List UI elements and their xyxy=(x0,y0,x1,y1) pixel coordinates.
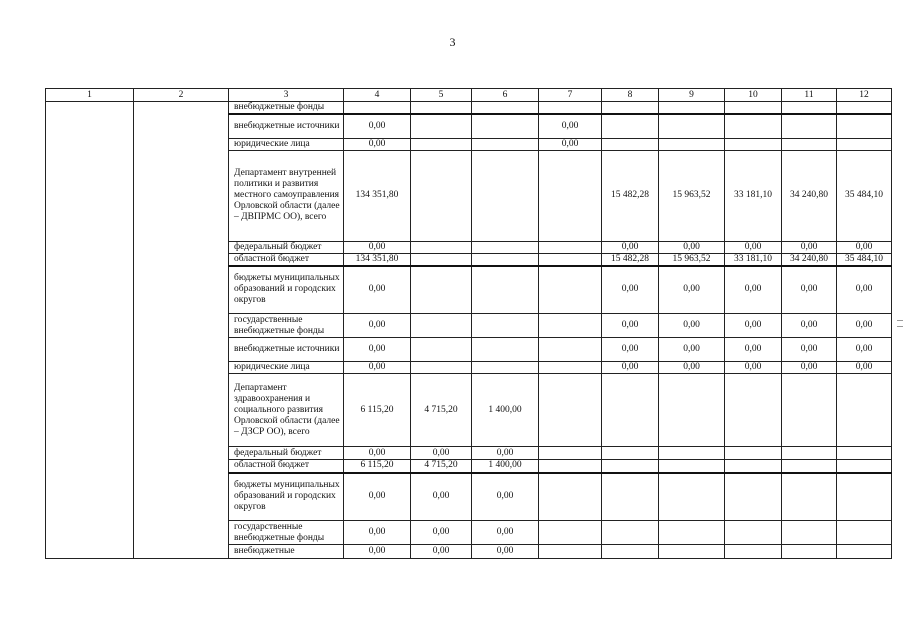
value-cell: 0,00 xyxy=(602,266,659,314)
value-cell xyxy=(837,521,892,545)
value-cell xyxy=(659,545,725,559)
value-cell xyxy=(344,102,411,115)
value-cell xyxy=(539,266,602,314)
value-cell xyxy=(602,102,659,115)
value-cell: 0,00 xyxy=(725,266,782,314)
row-label: государственные внебюджетные фонды xyxy=(229,521,344,545)
value-cell xyxy=(472,241,539,253)
value-cell xyxy=(659,521,725,545)
value-cell xyxy=(659,102,725,115)
column-header-5: 5 xyxy=(411,89,472,102)
value-cell xyxy=(602,374,659,447)
value-cell xyxy=(837,447,892,460)
value-cell xyxy=(659,473,725,521)
value-cell xyxy=(539,241,602,253)
row-label: федеральный бюджет xyxy=(229,447,344,460)
value-cell xyxy=(782,473,837,521)
value-cell: 0,00 xyxy=(725,314,782,338)
column-header-12: 12 xyxy=(837,89,892,102)
value-cell xyxy=(411,102,472,115)
row-label: внебюджетные источники xyxy=(229,338,344,362)
column-2-cell xyxy=(134,102,229,559)
column-header-1: 1 xyxy=(46,89,134,102)
value-cell: 6 115,20 xyxy=(344,460,411,473)
page-number: 3 xyxy=(449,35,456,49)
value-cell: 134 351,80 xyxy=(344,150,411,241)
value-cell xyxy=(782,114,837,138)
value-cell xyxy=(782,374,837,447)
column-header-4: 4 xyxy=(344,89,411,102)
value-cell xyxy=(837,114,892,138)
value-cell: 0,00 xyxy=(344,266,411,314)
value-cell xyxy=(837,460,892,473)
value-cell xyxy=(539,447,602,460)
row-label: федеральный бюджет xyxy=(229,241,344,253)
value-cell xyxy=(725,114,782,138)
value-cell xyxy=(539,314,602,338)
value-cell xyxy=(539,338,602,362)
value-cell: 0,00 xyxy=(725,338,782,362)
value-cell xyxy=(725,374,782,447)
value-cell: 15 963,52 xyxy=(659,150,725,241)
budget-table xyxy=(45,88,892,559)
value-cell xyxy=(602,473,659,521)
value-cell xyxy=(411,241,472,253)
value-cell xyxy=(602,521,659,545)
value-cell: 0,00 xyxy=(782,241,837,253)
value-cell: 0,00 xyxy=(344,545,411,559)
value-cell xyxy=(659,374,725,447)
value-cell xyxy=(725,460,782,473)
value-cell xyxy=(472,114,539,138)
value-cell: 0,00 xyxy=(539,114,602,138)
value-cell: 0,00 xyxy=(411,521,472,545)
row-label: внебюджетные xyxy=(229,545,344,559)
value-cell xyxy=(659,114,725,138)
value-cell xyxy=(837,473,892,521)
value-cell xyxy=(472,362,539,374)
value-cell xyxy=(472,102,539,115)
value-cell xyxy=(725,102,782,115)
value-cell xyxy=(782,521,837,545)
value-cell: 0,00 xyxy=(659,266,725,314)
row-label: внебюджетные фонды xyxy=(229,102,344,115)
value-cell: 15 482,28 xyxy=(602,253,659,266)
value-cell: 0,00 xyxy=(539,138,602,150)
column-header-8: 8 xyxy=(602,89,659,102)
value-cell xyxy=(782,447,837,460)
value-cell: 0,00 xyxy=(344,114,411,138)
value-cell: 134 351,80 xyxy=(344,253,411,266)
value-cell: 0,00 xyxy=(472,447,539,460)
value-cell xyxy=(602,447,659,460)
value-cell: 0,00 xyxy=(659,241,725,253)
value-cell: 0,00 xyxy=(344,338,411,362)
value-cell xyxy=(725,473,782,521)
value-cell: 0,00 xyxy=(344,521,411,545)
value-cell: 0,00 xyxy=(725,362,782,374)
value-cell xyxy=(411,253,472,266)
value-cell: 0,00 xyxy=(411,545,472,559)
value-cell: 15 482,28 xyxy=(602,150,659,241)
value-cell xyxy=(472,266,539,314)
value-cell xyxy=(539,521,602,545)
value-cell: 0,00 xyxy=(472,473,539,521)
column-header-9: 9 xyxy=(659,89,725,102)
value-cell: 6 115,20 xyxy=(344,374,411,447)
value-cell: 0,00 xyxy=(602,314,659,338)
value-cell: 33 181,10 xyxy=(725,253,782,266)
row-label: областной бюджет xyxy=(229,460,344,473)
value-cell xyxy=(411,314,472,338)
row-label: бюджеты муниципальных образований и городских округов xyxy=(229,473,344,521)
value-cell xyxy=(411,150,472,241)
value-cell xyxy=(725,521,782,545)
column-header-11: 11 xyxy=(782,89,837,102)
value-cell: 0,00 xyxy=(659,338,725,362)
value-cell: 0,00 xyxy=(344,473,411,521)
value-cell: 0,00 xyxy=(837,266,892,314)
column-header-3: 3 xyxy=(229,89,344,102)
value-cell xyxy=(659,447,725,460)
margin-mark xyxy=(897,320,903,321)
value-cell xyxy=(472,314,539,338)
value-cell xyxy=(782,102,837,115)
value-cell: 0,00 xyxy=(411,473,472,521)
value-cell: 0,00 xyxy=(837,362,892,374)
value-cell: 0,00 xyxy=(782,338,837,362)
value-cell: 0,00 xyxy=(837,314,892,338)
value-cell xyxy=(539,460,602,473)
value-cell: 0,00 xyxy=(344,138,411,150)
value-cell xyxy=(782,460,837,473)
value-cell xyxy=(539,545,602,559)
value-cell xyxy=(725,545,782,559)
value-cell xyxy=(602,138,659,150)
value-cell xyxy=(837,374,892,447)
value-cell: 35 484,10 xyxy=(837,150,892,241)
value-cell: 0,00 xyxy=(411,447,472,460)
column-1-cell xyxy=(46,102,134,559)
value-cell: 0,00 xyxy=(659,314,725,338)
value-cell xyxy=(602,545,659,559)
value-cell xyxy=(539,362,602,374)
value-cell xyxy=(411,114,472,138)
value-cell: 0,00 xyxy=(344,314,411,338)
value-cell: 1 400,00 xyxy=(472,460,539,473)
column-header-2: 2 xyxy=(134,89,229,102)
value-cell: 0,00 xyxy=(837,338,892,362)
value-cell xyxy=(411,338,472,362)
value-cell: 4 715,20 xyxy=(411,460,472,473)
value-cell: 34 240,80 xyxy=(782,150,837,241)
value-cell xyxy=(782,138,837,150)
value-cell xyxy=(659,138,725,150)
value-cell: 0,00 xyxy=(782,362,837,374)
value-cell xyxy=(539,102,602,115)
row-label: юридические лица xyxy=(229,362,344,374)
value-cell xyxy=(837,138,892,150)
row-label: юридические лица xyxy=(229,138,344,150)
value-cell: 0,00 xyxy=(344,447,411,460)
value-cell xyxy=(411,138,472,150)
value-cell xyxy=(725,447,782,460)
value-cell xyxy=(539,253,602,266)
column-header-10: 10 xyxy=(725,89,782,102)
value-cell xyxy=(782,545,837,559)
value-cell xyxy=(539,150,602,241)
value-cell: 0,00 xyxy=(659,362,725,374)
value-cell: 0,00 xyxy=(725,241,782,253)
row-label: внебюджетные источники xyxy=(229,114,344,138)
row-label: бюджеты муниципальных образований и городских округов xyxy=(229,266,344,314)
value-cell: 0,00 xyxy=(344,241,411,253)
value-cell: 35 484,10 xyxy=(837,253,892,266)
value-cell xyxy=(472,150,539,241)
row-label: Департамент здравоохранения и социального развития Орловской области (далее – ДЗСР ОО), всего xyxy=(229,374,344,447)
value-cell: 0,00 xyxy=(472,521,539,545)
value-cell xyxy=(837,102,892,115)
column-header-7: 7 xyxy=(539,89,602,102)
row-label: государственные внебюджетные фонды xyxy=(229,314,344,338)
value-cell: 0,00 xyxy=(837,241,892,253)
value-cell xyxy=(602,460,659,473)
value-cell: 15 963,52 xyxy=(659,253,725,266)
value-cell xyxy=(602,114,659,138)
value-cell xyxy=(411,266,472,314)
row-label: областной бюджет xyxy=(229,253,344,266)
value-cell: 33 181,10 xyxy=(725,150,782,241)
value-cell: 0,00 xyxy=(472,545,539,559)
value-cell: 34 240,80 xyxy=(782,253,837,266)
value-cell xyxy=(539,473,602,521)
value-cell: 0,00 xyxy=(782,314,837,338)
value-cell xyxy=(472,338,539,362)
value-cell xyxy=(411,362,472,374)
row-label: Департамент внутренней политики и развития местного самоуправления Орловской области (далее – ДВПРМС ОО), всего xyxy=(229,150,344,241)
table-row xyxy=(46,102,892,115)
value-cell: 0,00 xyxy=(602,241,659,253)
value-cell: 1 400,00 xyxy=(472,374,539,447)
value-cell: 0,00 xyxy=(782,266,837,314)
value-cell: 4 715,20 xyxy=(411,374,472,447)
value-cell xyxy=(659,460,725,473)
value-cell: 0,00 xyxy=(344,362,411,374)
value-cell xyxy=(725,138,782,150)
value-cell xyxy=(837,545,892,559)
value-cell: 0,00 xyxy=(602,362,659,374)
column-header-6: 6 xyxy=(472,89,539,102)
header-row xyxy=(46,89,892,102)
value-cell xyxy=(472,138,539,150)
value-cell: 0,00 xyxy=(602,338,659,362)
value-cell xyxy=(472,253,539,266)
value-cell xyxy=(539,374,602,447)
margin-mark xyxy=(897,326,903,327)
